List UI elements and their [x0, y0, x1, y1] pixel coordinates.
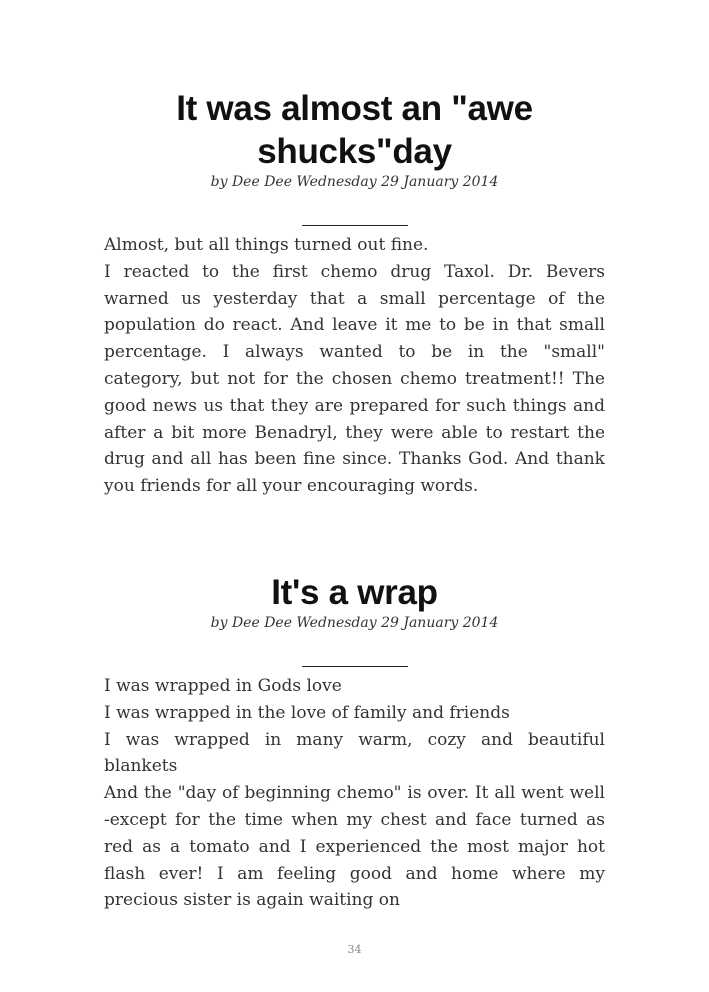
post-byline: by Dee Dee Wednesday 29 January 2014	[210, 174, 499, 190]
post-byline: by Dee Dee Wednesday 29 January 2014	[210, 615, 499, 631]
post-body	[104, 673, 605, 914]
paragraph: I was wrapped in the love of family and friends	[104, 702, 510, 723]
paragraph: I was wrapped in many warm, cozy and beautiful blankets	[104, 729, 605, 777]
paragraph: And the "day of beginning chemo" is over. It all went well -except for the time when my chest and face turned as red as a tomato and I experienced the most major hot flash ever! I am feeling good and home where my precious sister is again waiting on	[104, 783, 605, 911]
paragraph: Almost, but all things turned out fine.	[104, 235, 429, 255]
post-title	[104, 87, 605, 173]
blog-post-1	[104, 87, 605, 500]
separator-rule	[302, 225, 408, 226]
post-body	[104, 232, 605, 500]
separator-rule	[302, 666, 408, 667]
blog-post-2	[104, 571, 605, 914]
post-title: It's a wrap	[271, 573, 438, 612]
paragraph: I reacted to the first chemo drug Taxol. Dr. Bevers warned us yesterday that a small percentage of the population do react. And leave it me to be in that small percentage. I always wanted to be in the "small" category, but not for the chosen chemo treatment!! The good news us that they are prepared for such things and after a bit more Benadryl, they were able to restart the drug and all has been fine since. Thanks God. And thank you friends for all your encouraging words.	[104, 261, 605, 497]
post-title-line-2: shucks"day	[257, 132, 452, 171]
document-page	[104, 0, 605, 911]
page-number: 34	[347, 943, 362, 956]
post-title-line-1: It was almost an "awe	[176, 89, 533, 128]
paragraph: I was wrapped in Gods love	[104, 676, 342, 696]
